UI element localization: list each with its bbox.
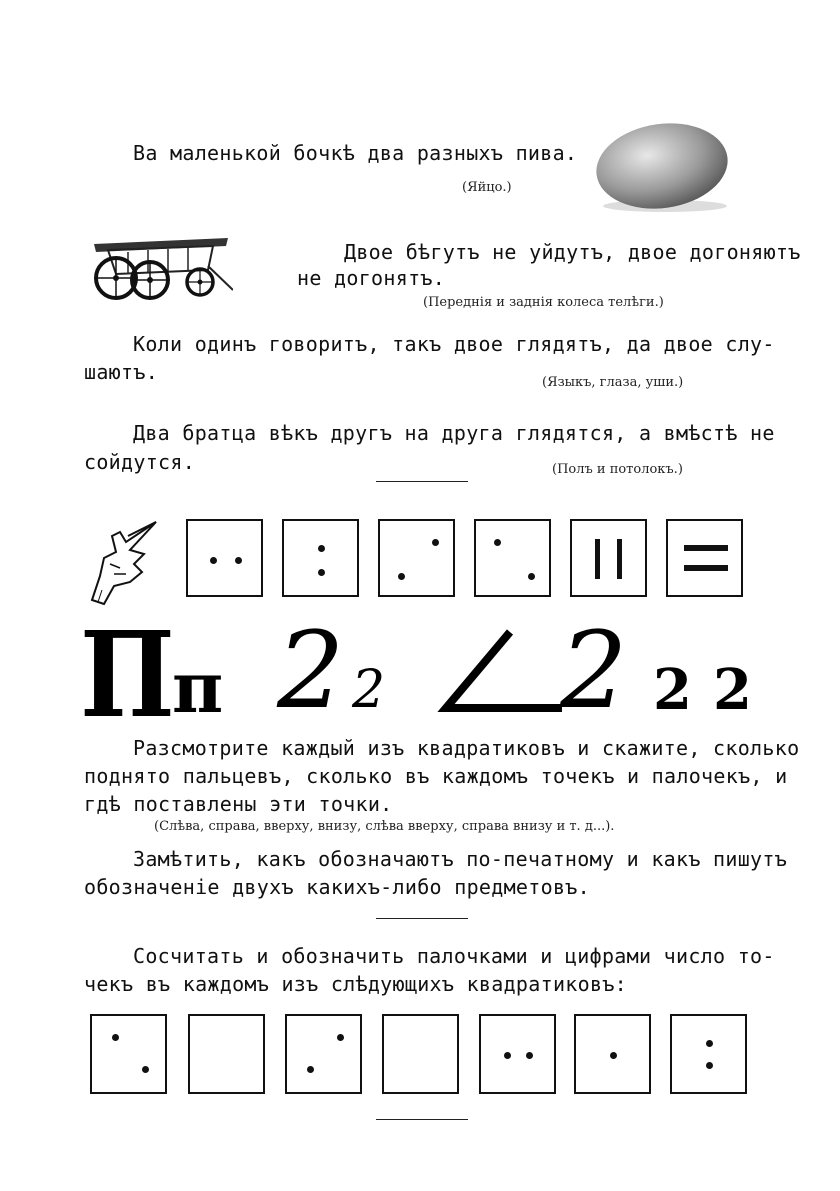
dot: [610, 1052, 617, 1059]
stick: [684, 545, 728, 551]
exercise-box-4: [382, 1014, 459, 1094]
dot: [318, 569, 325, 576]
dot-box-two-horizontal: [186, 519, 263, 597]
numeral-two-script-large-2: 2: [560, 609, 628, 732]
instruction-1-line-2: поднято пальцевъ, сколько въ каждомъ точекъ и палочекъ, и: [84, 764, 788, 788]
riddle-1-answer: (Яйцо.): [462, 180, 512, 195]
dot: [142, 1066, 149, 1073]
instruction-2-line-1: Замѣтить, какъ обозначаютъ по-печатному и какъ пишутъ: [133, 847, 788, 871]
dot: [706, 1062, 713, 1069]
stick: [617, 539, 622, 579]
dot: [235, 557, 242, 564]
riddle-3-line-1: Коли одинъ говоритъ, такъ двое глядятъ, да двое слу-: [133, 332, 775, 356]
instruction-3-line-2: чекъ въ каждомъ изъ слѣдующихъ квадратиковъ:: [84, 972, 628, 996]
exercise-box-2: [188, 1014, 265, 1094]
numeral-two-script-small: 2: [352, 660, 386, 720]
cart-icon: [88, 230, 233, 305]
dot: [528, 573, 535, 580]
letter-p-uppercase: П: [80, 605, 175, 744]
instruction-3-line-1: Сосчитать и обозначить палочками и цифрами число то-: [133, 944, 775, 968]
stick: [684, 565, 728, 571]
dot-box-two-diagonal-down: [474, 519, 551, 597]
instruction-1-line-3: гдѣ поставлены эти точки.: [84, 792, 393, 816]
numeral-two-script-large: 2: [277, 609, 345, 732]
instruction-1-line-1: Разсмотрите каждый изъ квадратиковъ и скажите, сколько: [133, 736, 800, 760]
riddle-4-line-1: Два братца вѣкъ другъ на друга глядятся, а вмѣстѣ не: [133, 421, 775, 445]
dot: [706, 1040, 713, 1047]
egg-icon: [590, 118, 740, 218]
exercise-box-5: [479, 1014, 556, 1094]
riddle-2-line-1: Двое бѣгутъ не уйдутъ, двое догоняютъ: [344, 240, 801, 264]
dot: [494, 539, 501, 546]
pointing-hand-icon: [90, 518, 162, 606]
instruction-2-line-2: обозначеніе двухъ какихъ-либо предметовъ.: [84, 875, 590, 899]
numeral-two-print-a: 2: [653, 657, 692, 723]
riddle-3-line-2: шаютъ.: [84, 360, 159, 384]
exercise-box-6: [574, 1014, 651, 1094]
riddle-2-answer: (Переднія и заднія колеса телѣги.): [423, 295, 664, 310]
stick-box-two-vertical: [570, 519, 647, 597]
dot-box-two-diagonal-up: [378, 519, 455, 597]
exercise-box-3: [285, 1014, 362, 1094]
riddle-1-text: Ва маленькой бочкѣ два разныхъ пива.: [133, 141, 578, 165]
riddle-2-line-2: не догонятъ.: [297, 266, 446, 290]
dot: [432, 539, 439, 546]
stick-box-two-horizontal: [666, 519, 743, 597]
dot: [504, 1052, 511, 1059]
dot: [398, 573, 405, 580]
letter-p-lowercase: п: [172, 646, 224, 729]
exercise-box-1: [90, 1014, 167, 1094]
exercise-box-7: [670, 1014, 747, 1094]
divider-1: [376, 481, 468, 482]
dot: [210, 557, 217, 564]
angle-icon: [436, 628, 566, 716]
dot: [526, 1052, 533, 1059]
riddle-4-line-2: сойдутся.: [84, 450, 196, 474]
dot: [337, 1034, 344, 1041]
dot: [112, 1034, 119, 1041]
dot: [307, 1066, 314, 1073]
instruction-1-note: (Слѣва, справа, вверху, внизу, слѣва вверху, справа внизу и т. д...).: [154, 819, 615, 834]
numeral-two-print-b: 2: [713, 657, 752, 723]
divider-2: [376, 918, 468, 919]
riddle-3-answer: (Языкъ, глаза, уши.): [542, 375, 684, 390]
riddle-4-answer: (Полъ и потолокъ.): [552, 462, 683, 477]
dot: [318, 545, 325, 552]
stick: [595, 539, 600, 579]
dot-box-two-vertical: [282, 519, 359, 597]
divider-3: [376, 1119, 468, 1120]
